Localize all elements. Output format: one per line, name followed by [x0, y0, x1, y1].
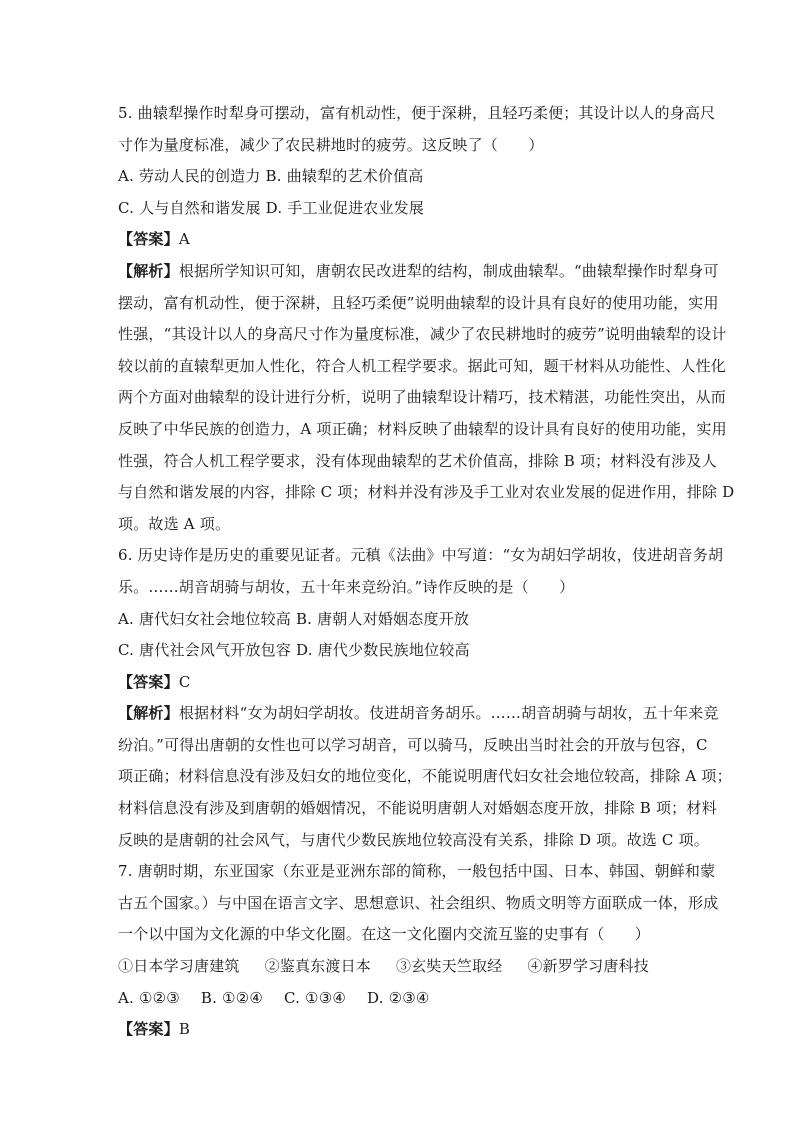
- q6-analysis-line-3: 项正确；材料信息没有涉及妇女的地位变化，不能说明唐代妇女社会地位较高，排除 A 项；: [118, 767, 732, 786]
- q7-choices: [118, 983, 694, 1015]
- q5-options-line-1: A. 劳动人民的创造力 B. 曲辕犁的艺术价值高: [118, 167, 424, 186]
- q5-stem-line-1: 5. 曲辕犁操作时犁身可摆动，富有机动性，便于深耕，且轻巧柔便；其设计以人的身高尺: [118, 104, 716, 122]
- q7-item-2: ②鉴真东渡日本: [264, 957, 371, 976]
- q7-choice-c: C. ①③④: [283, 988, 346, 1007]
- q7-item-3: ③玄奘天竺取经: [395, 957, 503, 976]
- q6-analysis-line-2: 纷泊。”可得出唐朝的女性也可以学习胡音，可以骑马，反映出当时社会的开放与包容，C: [118, 735, 708, 754]
- q5-analysis-line-1: [118, 256, 719, 288]
- q5-analysis-line-4: 较以前的直辕犁更加人性化，符合人机工程学要求。据此可知，题干材料从功能性、人性化: [118, 356, 727, 375]
- q6-analysis-line-5: 反映的是唐朝的社会风气，与唐代少数民族地位较高没有关系，排除 D 项。故选 C 项。: [118, 830, 709, 849]
- q5-analysis-line-8: 与自然和谐发展的内容，排除 C 项；材料并没有涉及手工业对农业发展的促进作用，排除 D: [118, 483, 735, 502]
- q5-stem-line-2: 寸作为量度标准，减少了农民耕地时的疲劳。这反映了（ ）: [118, 135, 544, 154]
- q6-answer: [118, 667, 694, 699]
- q6-stem-line-2: 乐。……胡音胡骑与胡妆，五十年来竞纷泊。”诗作反映的是（ ）: [118, 577, 575, 596]
- q6-analysis-line-4: 材料信息没有涉及到唐朝的婚姻情况，不能说明唐朝人对婚姻态度开放，排除 B 项；材料: [118, 799, 717, 818]
- q5-answer: [118, 224, 694, 256]
- q5-analysis-line-3: 性强，“其设计以人的身高尺寸作为量度标准，减少了农民耕地时的疲劳”说明曲辕犁的设计: [118, 325, 727, 344]
- q7-choice-b: B. ①②④: [200, 988, 263, 1007]
- q5-analysis-line-5: 两个方面对曲辕犁的设计进行分析，说明了曲辕犁设计精巧，技术精湛，功能性突出，从而: [118, 388, 727, 407]
- answer-label: 【答案】: [118, 672, 179, 691]
- q6-stem-line-1: 6. 历史诗作是历史的重要见证者。元稹《法曲》中写道：“女为胡妇学胡妆，伎进胡音务胡: [118, 546, 724, 565]
- q5-analysis-line-7: 性强，符合人机工程学要求，没有体现曲辕犁的艺术价值高，排除 B 项；材料没有涉及人: [118, 451, 717, 470]
- q5-analysis-line-9: 项。故选 A 项。: [118, 514, 231, 533]
- q7-items: [118, 951, 694, 983]
- q7-choice-d: D. ②③④: [366, 988, 430, 1007]
- analysis-label: 【解析】: [118, 261, 179, 280]
- q7-stem-line-3: 一个以中国为文化源的中华文化圈。在这一文化圈内交流互鉴的史事有（ ）: [118, 925, 651, 944]
- q6-analysis-line-1: [118, 698, 719, 730]
- answer-value: A: [178, 230, 190, 249]
- q7-choice-a: A. ①②③: [118, 988, 180, 1007]
- answer-value: C: [178, 672, 191, 691]
- analysis-label: 【解析】: [118, 704, 179, 723]
- q6-options-line-1: A. 唐代妇女社会地位较高 B. 唐朝人对婚姻态度开放: [118, 609, 470, 628]
- q7-item-1: ①日本学习唐建筑: [118, 957, 240, 976]
- answer-value: B: [178, 1020, 191, 1039]
- q7-stem-line-1: 7. 唐朝时期，东亚国家（东亚是亚洲东部的简称，一般包括中国、日本、韩国、朝鲜和蒙: [118, 862, 716, 881]
- q7-stem-line-2: 古五个国家。）与中国在语言文字、思想意识、社会组织、物质文明等方面联成一体，形成: [118, 893, 719, 912]
- q7-item-4: ④新罗学习唐科技: [527, 957, 649, 976]
- q5-analysis-line-6: 反映了中华民族的创造力，A 项正确；材料反映了曲辕犁的设计具有良好的使用功能，实用: [118, 419, 727, 438]
- q5-options-line-2: C. 人与自然和谐发展 D. 手工业促进农业发展: [118, 198, 425, 217]
- q7-answer: [118, 1014, 694, 1046]
- analysis-text: 根据材料“女为胡妇学胡妆。伎进胡音务胡乐。……胡音胡骑与胡妆，五十年来竞: [178, 704, 719, 723]
- answer-label: 【答案】: [118, 1020, 179, 1039]
- analysis-text: 根据所学知识可知，唐朝农民改进犁的结构，制成曲辕犁。“曲辕犁操作时犁身可: [178, 261, 719, 280]
- q6-options-line-2: C. 唐代社会风气开放包容 D. 唐代少数民族地位较高: [118, 641, 470, 660]
- q5-analysis-line-2: 摆动，富有机动性，便于深耕，且轻巧柔便”说明曲辕犁的设计具有良好的使用功能，实用: [118, 293, 719, 312]
- answer-label: 【答案】: [118, 230, 179, 249]
